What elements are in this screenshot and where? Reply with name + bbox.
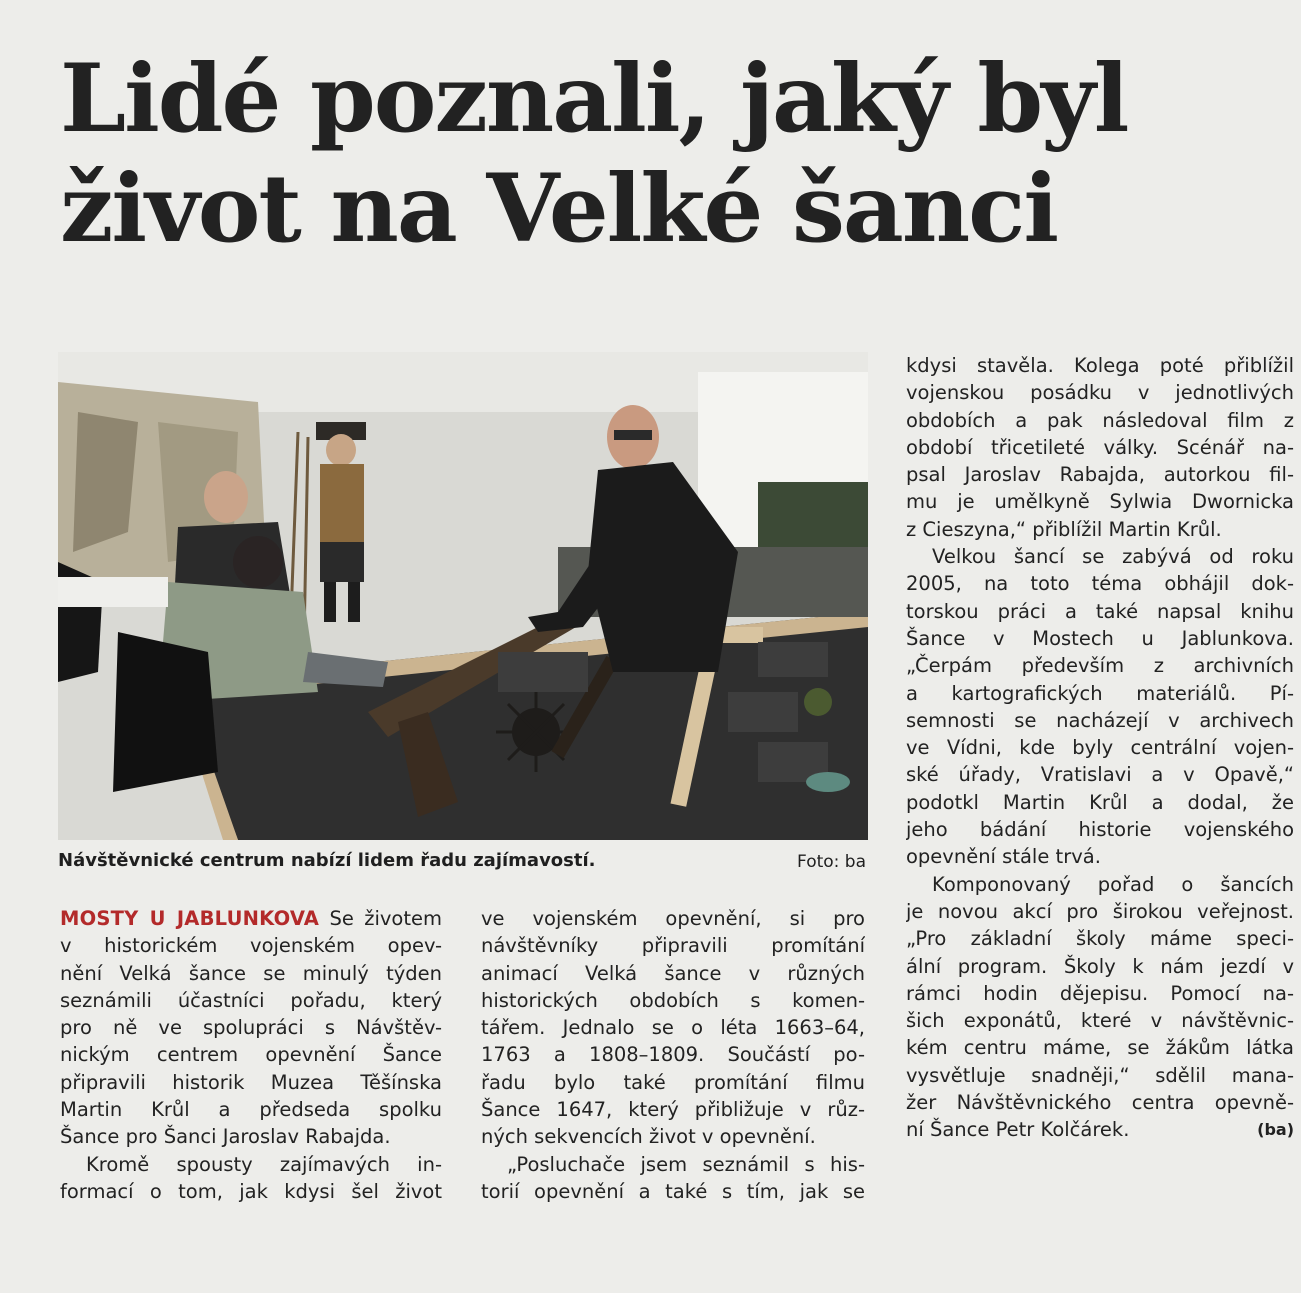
article-line: nění Velká šance se minulý týden <box>60 961 442 985</box>
article-line: „Čerpám především z archivních <box>906 654 1294 678</box>
article-line: návštěvníky připravili promítání <box>481 934 865 958</box>
article-line: v historickém vojenském opev- <box>60 934 442 958</box>
article-line: rámci hodin dějepisu. Pomocí na- <box>906 981 1294 1005</box>
article-line: ve vojenském opevnění, si pro <box>481 907 865 930</box>
article-line: ve Vídni, kde byly centrální vojen- <box>906 736 1294 760</box>
article-line: Šance 1647, který přibližuje v růz- <box>481 1098 865 1122</box>
author-signature: (ba) <box>1257 1120 1294 1140</box>
article-line: formací o tom, jak kdysi šel život <box>60 1179 442 1203</box>
article-line: seznámili účastníci pořadu, který <box>60 988 442 1012</box>
article-line: Velkou šancí se zabývá od roku <box>932 545 1294 569</box>
article-line: Martin Krůl a předseda spolku <box>60 1098 442 1122</box>
article-line: žer Návštěvnického centra opevně- <box>906 1091 1294 1115</box>
article-line: „Posluchače jsem seznámil s his- <box>507 1152 865 1176</box>
article-line: období třicetileté války. Scénář na- <box>906 435 1294 459</box>
dateline: MOSTY U JABLUNKOVA <box>60 907 320 930</box>
article-line: torií opevnění a také s tím, jak se <box>481 1179 865 1203</box>
article-line: pro ně ve spolupráci s Návštěv- <box>60 1016 442 1040</box>
article-line: ní Šance Petr Kolčárek. (ba) <box>906 1116 1294 1143</box>
headline <box>60 44 1290 264</box>
article-line: je novou akcí pro širokou veřejnost. <box>906 899 1294 923</box>
article-line: vysvětluje snadněji,“ sdělil mana- <box>906 1063 1294 1087</box>
article-line: Šance v Mostech u Jablunkova. <box>906 626 1294 650</box>
exhibition-photo-illustration <box>58 352 868 840</box>
article-line: ské úřady, Vratislavi a v Opavě,“ <box>906 763 1294 787</box>
article-line: nickým centrem opevnění Šance <box>60 1043 442 1067</box>
article-line: připravili historik Muzea Těšínska <box>60 1070 442 1094</box>
article-line: Šance pro Šanci Jaroslav Rabajda. <box>60 1125 391 1149</box>
article-line: „Pro základní školy máme speci- <box>906 927 1294 951</box>
headline-line-2: život na Velké šanci <box>60 154 1058 264</box>
article-line: kdysi stavěla. Kolega poté přiblížil <box>906 354 1294 377</box>
article-line: řadu bylo také promítání filmu <box>481 1070 865 1094</box>
article-line: tářem. Jednalo se o léta 1663–64, <box>481 1016 865 1040</box>
article-line: ální program. Školy k nám jezdí v <box>906 954 1294 978</box>
article-line: Komponovaný pořad o šancích <box>932 872 1294 896</box>
article-line: 2005, na toto téma obhájil dok- <box>906 572 1294 596</box>
article-line: šich exponátů, které v návštěvnic- <box>906 1009 1294 1033</box>
article-line: a kartografických materiálů. Pí- <box>906 681 1294 705</box>
article-line: vojenskou posádku v jednotlivých <box>906 381 1294 405</box>
article-column-3 <box>906 352 1294 1144</box>
article-line: psal Jaroslav Rabajda, autorkou fil- <box>906 463 1294 487</box>
article-line: mu je umělkyně Sylwia Dwornicka <box>906 490 1294 514</box>
article-photo <box>58 352 868 840</box>
article-line: opevnění stále trvá. <box>906 845 1101 869</box>
article-line: z Cieszyna,“ přiblížil Martin Krůl. <box>906 517 1222 541</box>
article-column-1 <box>60 905 442 1205</box>
article-line: obdobích a pak následoval film z <box>906 408 1294 432</box>
article-line: torskou práci a také napsal knihu <box>906 599 1294 623</box>
photo-caption <box>58 850 868 880</box>
article-line: kém centru máme, se žákům látka <box>906 1036 1294 1060</box>
article-line: semnosti se nacházejí v archivech <box>906 708 1294 732</box>
headline-line-1: Lidé poznali, jaký byl <box>60 44 1128 154</box>
caption-text: Návštěvnické centrum nabízí lidem řadu zajímavostí. <box>58 850 596 871</box>
photo-credit: Foto: ba <box>797 852 866 872</box>
article-line: MOSTY U JABLUNKOVA Se životem <box>60 907 442 930</box>
article-line: jeho bádání historie vojenského <box>906 818 1294 842</box>
article-line: Kromě spousty zajímavých in- <box>86 1152 442 1176</box>
article-line: historických obdobích s komen- <box>481 988 865 1012</box>
article-line: podotkl Martin Krůl a dodal, že <box>906 790 1294 814</box>
article-line: animací Velká šance v různých <box>481 961 865 985</box>
article-line: 1763 a 1808–1809. Součástí po- <box>481 1043 865 1067</box>
article-line: ných sekvencích život v opevnění. <box>481 1125 816 1149</box>
article-column-2 <box>481 905 865 1205</box>
